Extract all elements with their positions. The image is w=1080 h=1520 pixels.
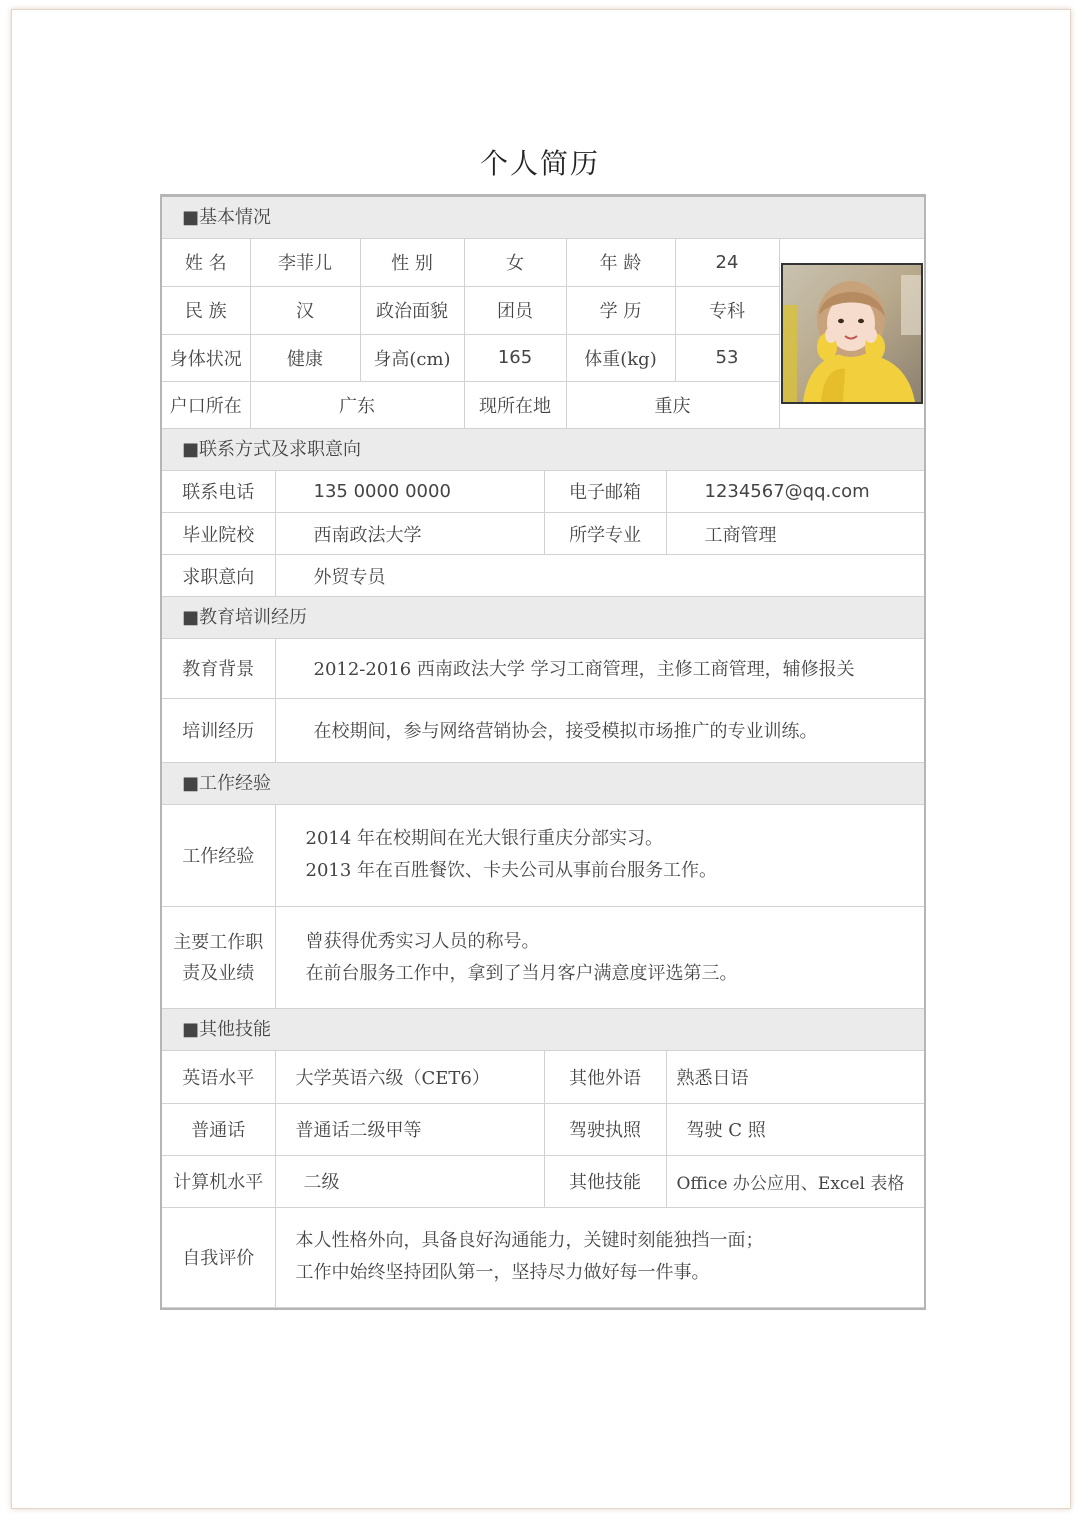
education-background-value: 2012-2016 西南政法大学 学习工商管理，主修工商管理，辅修报关	[275, 639, 924, 698]
duties-line-1: 曾获得优秀实习人员的称号。	[305, 930, 540, 952]
major-label: 所学专业	[544, 513, 666, 555]
age-value: 24	[675, 239, 779, 286]
training-label: 培训经历	[162, 698, 275, 762]
job-value: 外贸专员	[275, 555, 924, 597]
license-label: 驾驶执照	[544, 1103, 666, 1155]
weight-label: 体重(kg)	[566, 334, 675, 381]
training-value: 在校期间，参与网络营销协会，接受模拟市场推广的专业训练。	[275, 698, 924, 762]
profile-photo	[781, 263, 923, 404]
self-eval-line-2: 工作中始终坚持团队第一，坚持尽力做好每一件事。	[295, 1262, 710, 1283]
self-eval-value	[275, 1207, 924, 1307]
residence-label: 现所在地	[464, 381, 566, 428]
other-skill-value: Office 办公应用、Excel 表格	[666, 1155, 924, 1207]
duties-label	[162, 907, 275, 1009]
work-experience-line-1: 2014 年在校期间在光大银行重庆分部实习。	[305, 828, 664, 850]
duties-value	[275, 907, 924, 1009]
other-skill-label: 其他技能	[544, 1155, 666, 1207]
duties-label-line-1: 主要工作职	[173, 931, 264, 953]
name-label: 姓 名	[162, 239, 250, 286]
education-background-label: 教育背景	[162, 639, 275, 698]
resume-sheet	[160, 194, 926, 1310]
health-label: 身体状况	[162, 334, 250, 381]
duties-line-2: 在前台服务工作中，拿到了当月客户满意度评选第三。	[305, 962, 738, 984]
school-value: 西南政法大学	[275, 513, 544, 555]
work-experience-label: 工作经验	[162, 805, 275, 907]
politics-label: 政治面貌	[360, 286, 464, 334]
other-lang-value: 熟悉日语	[666, 1051, 924, 1103]
height-value: 165	[464, 334, 566, 381]
section-contact-header: ■联系方式及求职意向	[162, 429, 924, 471]
job-label: 求职意向	[162, 555, 275, 597]
age-label: 年 龄	[566, 239, 675, 286]
self-eval-label: 自我评价	[162, 1207, 275, 1307]
mandarin-value: 普通话二级甲等	[275, 1103, 544, 1155]
health-value: 健康	[250, 334, 360, 381]
residence-value: 重庆	[566, 381, 779, 428]
degree-value: 专科	[675, 286, 779, 334]
photo-cell	[779, 239, 924, 428]
contact-table	[162, 471, 924, 598]
skills-table	[162, 1051, 924, 1308]
email-value: 1234567@qq.com	[666, 471, 924, 513]
other-lang-label: 其他外语	[544, 1051, 666, 1103]
hukou-label: 户口所在	[162, 381, 250, 428]
phone-label: 联系电话	[162, 471, 275, 513]
height-label: 身高(cm)	[360, 334, 464, 381]
page-title: 个人简历	[479, 147, 600, 180]
self-eval-line-1: 本人性格外向，具备良好沟通能力，关键时刻能独挡一面；	[295, 1230, 764, 1251]
mandarin-label: 普通话	[162, 1103, 275, 1155]
ethnicity-value: 汉	[250, 286, 360, 334]
school-label: 毕业院校	[162, 513, 275, 555]
degree-label: 学 历	[566, 286, 675, 334]
duties-label-line-2: 责及业绩	[182, 962, 255, 984]
work-experience-value	[275, 805, 924, 907]
gender-label: 性 别	[360, 239, 464, 286]
gender-value: 女	[464, 239, 566, 286]
section-work-header: ■工作经验	[162, 763, 924, 805]
phone-value: 135 0000 0000	[275, 471, 544, 513]
computer-value: 二级	[275, 1155, 544, 1207]
basic-info-table	[162, 239, 924, 429]
email-label: 电子邮箱	[544, 471, 666, 513]
weight-value: 53	[675, 334, 779, 381]
license-value: 驾驶 C 照	[666, 1103, 924, 1155]
work-table	[162, 805, 924, 1010]
work-experience-line-2: 2013 年在百胜餐饮、卡夫公司从事前台服务工作。	[305, 860, 718, 882]
english-label: 英语水平	[162, 1051, 275, 1103]
english-value: 大学英语六级（CET6）	[275, 1051, 544, 1103]
education-table	[162, 639, 924, 763]
ethnicity-label: 民 族	[162, 286, 250, 334]
section-skills-header: ■其他技能	[162, 1009, 924, 1051]
computer-label: 计算机水平	[162, 1155, 275, 1207]
name-value: 李菲儿	[250, 239, 360, 286]
politics-value: 团员	[464, 286, 566, 334]
hukou-value: 广东	[250, 381, 464, 428]
major-value: 工商管理	[666, 513, 924, 555]
section-basic-header: ■基本情况	[162, 197, 924, 239]
section-education-header: ■教育培训经历	[162, 597, 924, 639]
